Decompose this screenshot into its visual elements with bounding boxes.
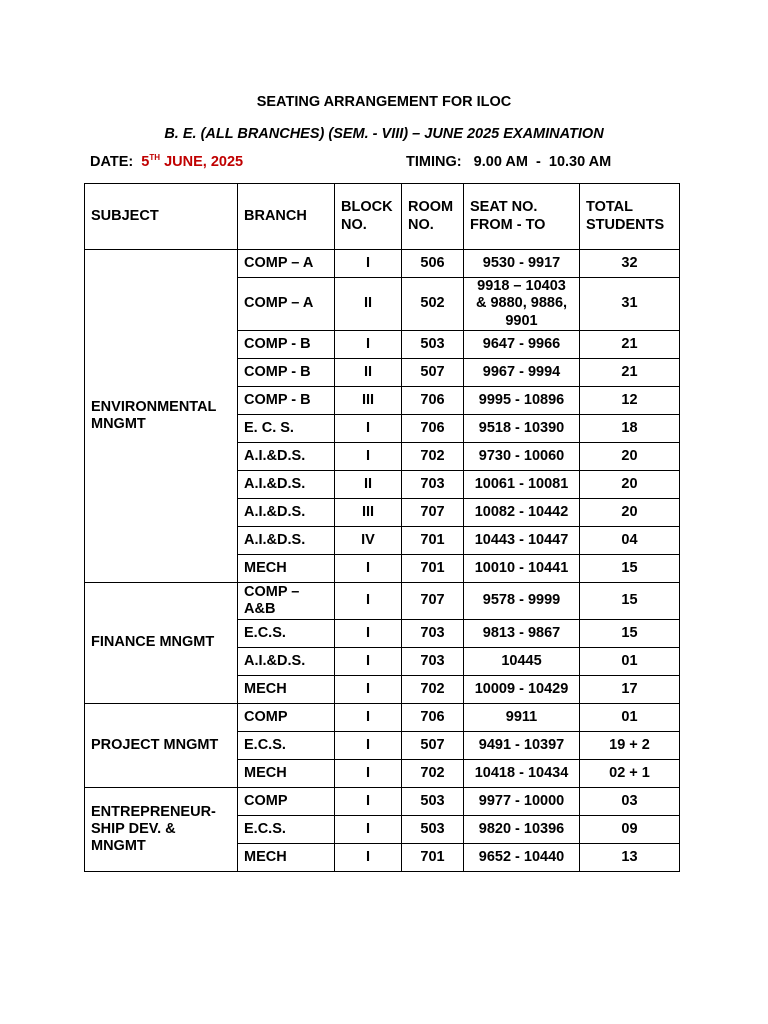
- seat-range-cell: 9911: [464, 704, 580, 732]
- total-students-cell: 03: [580, 788, 680, 816]
- total-students-cell: 20: [580, 499, 680, 527]
- seat-range-cell: 9652 - 10440: [464, 844, 580, 872]
- block-cell: I: [335, 250, 402, 278]
- total-students-cell: 20: [580, 443, 680, 471]
- branch-cell: A.I.&D.S.: [238, 443, 335, 471]
- subject-cell: [85, 583, 238, 704]
- subject-label: ENVIRONMENTAL: [91, 398, 217, 415]
- block-cell: II: [335, 359, 402, 387]
- branch-cell: A.I.&D.S.: [238, 499, 335, 527]
- subject-label: SHIP DEV. &: [91, 820, 176, 837]
- total-students-cell: 13: [580, 844, 680, 872]
- seat-range-cell: 9518 - 10390: [464, 415, 580, 443]
- total-students-cell: 21: [580, 359, 680, 387]
- seat-range-cell: 9820 - 10396: [464, 816, 580, 844]
- block-cell: I: [335, 415, 402, 443]
- seat-range-cell: 9647 - 9966: [464, 331, 580, 359]
- total-students-cell: 20: [580, 471, 680, 499]
- room-cell: 706: [402, 415, 464, 443]
- branch-cell: COMP: [238, 704, 335, 732]
- block-cell: I: [335, 331, 402, 359]
- room-cell: 701: [402, 844, 464, 872]
- seat-range-cell: 10009 - 10429: [464, 676, 580, 704]
- total-students-cell: 02 + 1: [580, 760, 680, 788]
- header-seat: SEAT NO. FROM - TO: [464, 184, 580, 250]
- table-row: [85, 704, 680, 732]
- branch-cell: MECH: [238, 844, 335, 872]
- room-cell: 706: [402, 387, 464, 415]
- total-students-cell: 17: [580, 676, 680, 704]
- header-total: TOTAL STUDENTS: [580, 184, 680, 250]
- room-cell: 707: [402, 583, 464, 620]
- subject-label: PROJECT MNGMT: [91, 736, 219, 753]
- branch-cell: MECH: [238, 760, 335, 788]
- branch-cell: E.C.S.: [238, 620, 335, 648]
- total-students-cell: 31: [580, 278, 680, 331]
- seat-range-cell: 9977 - 10000: [464, 788, 580, 816]
- subject-label: ENTREPRENEUR-: [91, 803, 216, 820]
- total-students-cell: 15: [580, 583, 680, 620]
- room-cell: 506: [402, 250, 464, 278]
- branch-cell: COMP - B: [238, 387, 335, 415]
- table-body: [85, 250, 680, 872]
- total-students-cell: 32: [580, 250, 680, 278]
- room-cell: 701: [402, 527, 464, 555]
- block-cell: I: [335, 620, 402, 648]
- total-students-cell: 18: [580, 415, 680, 443]
- block-cell: II: [335, 278, 402, 331]
- header-room: ROOM NO.: [402, 184, 464, 250]
- header-branch: BRANCH: [238, 184, 335, 250]
- subject-label: FINANCE MNGMT: [91, 634, 215, 651]
- branch-cell: MECH: [238, 676, 335, 704]
- room-cell: 702: [402, 443, 464, 471]
- branch-label: A&B: [244, 601, 276, 618]
- seat-range-cell: 9530 - 9917: [464, 250, 580, 278]
- date-value: [141, 154, 243, 170]
- seat-range-cell: 10418 - 10434: [464, 760, 580, 788]
- subject-cell: [85, 704, 238, 788]
- block-cell: II: [335, 471, 402, 499]
- room-cell: 703: [402, 648, 464, 676]
- seat-range-line: & 9880, 9886,: [475, 295, 568, 312]
- room-cell: 702: [402, 676, 464, 704]
- exam-subtitle: B. E. (ALL BRANCHES) (SEM. - VIII) – JUNE 2025 EXAMINATION: [164, 126, 604, 142]
- seat-range-cell: 9995 - 10896: [464, 387, 580, 415]
- total-students-cell: 09: [580, 816, 680, 844]
- table-row: [85, 583, 680, 620]
- total-students-cell: 01: [580, 648, 680, 676]
- total-students-cell: 04: [580, 527, 680, 555]
- subject-cell: [85, 250, 238, 583]
- room-cell: 502: [402, 278, 464, 331]
- table-row: [85, 788, 680, 816]
- subject-cell: [85, 788, 238, 872]
- block-cell: I: [335, 788, 402, 816]
- room-cell: 503: [402, 816, 464, 844]
- block-cell: I: [335, 760, 402, 788]
- block-cell: I: [335, 555, 402, 583]
- seat-range-cell: 10443 - 10447: [464, 527, 580, 555]
- page-title: SEATING ARRANGEMENT FOR ILOC: [256, 94, 512, 110]
- room-cell: 703: [402, 471, 464, 499]
- seat-range-cell: 9813 - 9867: [464, 620, 580, 648]
- room-cell: 701: [402, 555, 464, 583]
- total-students-cell: 15: [580, 620, 680, 648]
- branch-cell: E.C.S.: [238, 816, 335, 844]
- branch-cell: COMP: [238, 788, 335, 816]
- block-cell: I: [335, 844, 402, 872]
- total-students-cell: 01: [580, 704, 680, 732]
- total-students-cell: 21: [580, 331, 680, 359]
- seat-range-cell: [464, 278, 580, 331]
- branch-cell: COMP – A: [238, 250, 335, 278]
- block-cell: I: [335, 732, 402, 760]
- seating-table: [84, 183, 680, 872]
- branch-cell: [238, 583, 335, 620]
- room-cell: 702: [402, 760, 464, 788]
- branch-cell: A.I.&D.S.: [238, 471, 335, 499]
- branch-cell: E. C. S.: [238, 415, 335, 443]
- branch-cell: COMP - B: [238, 331, 335, 359]
- room-cell: 503: [402, 331, 464, 359]
- block-cell: I: [335, 704, 402, 732]
- timing-line: [406, 154, 611, 170]
- seat-range-cell: 10082 - 10442: [464, 499, 580, 527]
- branch-label: COMP –: [244, 583, 300, 600]
- room-cell: 707: [402, 499, 464, 527]
- date-line: [90, 154, 243, 170]
- seat-range-cell: 10061 - 10081: [464, 471, 580, 499]
- date-month-year: JUNE, 2025: [164, 154, 244, 170]
- branch-cell: COMP – A: [238, 278, 335, 331]
- block-cell: I: [335, 816, 402, 844]
- room-cell: 507: [402, 359, 464, 387]
- room-cell: 507: [402, 732, 464, 760]
- total-students-cell: 12: [580, 387, 680, 415]
- timing-value: 9.00 AM - 10.30 AM: [473, 154, 612, 170]
- block-cell: III: [335, 499, 402, 527]
- branch-cell: MECH: [238, 555, 335, 583]
- seat-range-line: 9918 – 10403: [477, 278, 566, 294]
- block-cell: I: [335, 583, 402, 620]
- room-cell: 706: [402, 704, 464, 732]
- total-students-cell: 15: [580, 555, 680, 583]
- subject-label: MNGMT: [91, 416, 146, 433]
- total-students-cell: 19 + 2: [580, 732, 680, 760]
- table-row: [85, 250, 680, 278]
- table-header-row: [85, 184, 680, 250]
- block-cell: III: [335, 387, 402, 415]
- seat-range-cell: 10445: [464, 648, 580, 676]
- date-day: 5: [141, 154, 150, 170]
- seat-range-cell: 10010 - 10441: [464, 555, 580, 583]
- branch-cell: E.C.S.: [238, 732, 335, 760]
- block-cell: I: [335, 443, 402, 471]
- room-cell: 703: [402, 620, 464, 648]
- date-suffix: TH: [149, 153, 161, 163]
- block-cell: I: [335, 676, 402, 704]
- seat-range-cell: 9578 - 9999: [464, 583, 580, 620]
- header-subject: SUBJECT: [85, 184, 238, 250]
- timing-label: TIMING:: [406, 154, 462, 170]
- room-cell: 503: [402, 788, 464, 816]
- branch-cell: COMP - B: [238, 359, 335, 387]
- date-label: DATE:: [90, 154, 134, 170]
- block-cell: I: [335, 648, 402, 676]
- seat-range-cell: 9730 - 10060: [464, 443, 580, 471]
- header-block: BLOCK NO.: [335, 184, 402, 250]
- branch-cell: A.I.&D.S.: [238, 648, 335, 676]
- block-cell: IV: [335, 527, 402, 555]
- seat-range-cell: 9967 - 9994: [464, 359, 580, 387]
- subject-label: MNGMT: [91, 838, 146, 855]
- seat-range-line: 9901: [505, 312, 538, 329]
- branch-cell: A.I.&D.S.: [238, 527, 335, 555]
- seat-range-cell: 9491 - 10397: [464, 732, 580, 760]
